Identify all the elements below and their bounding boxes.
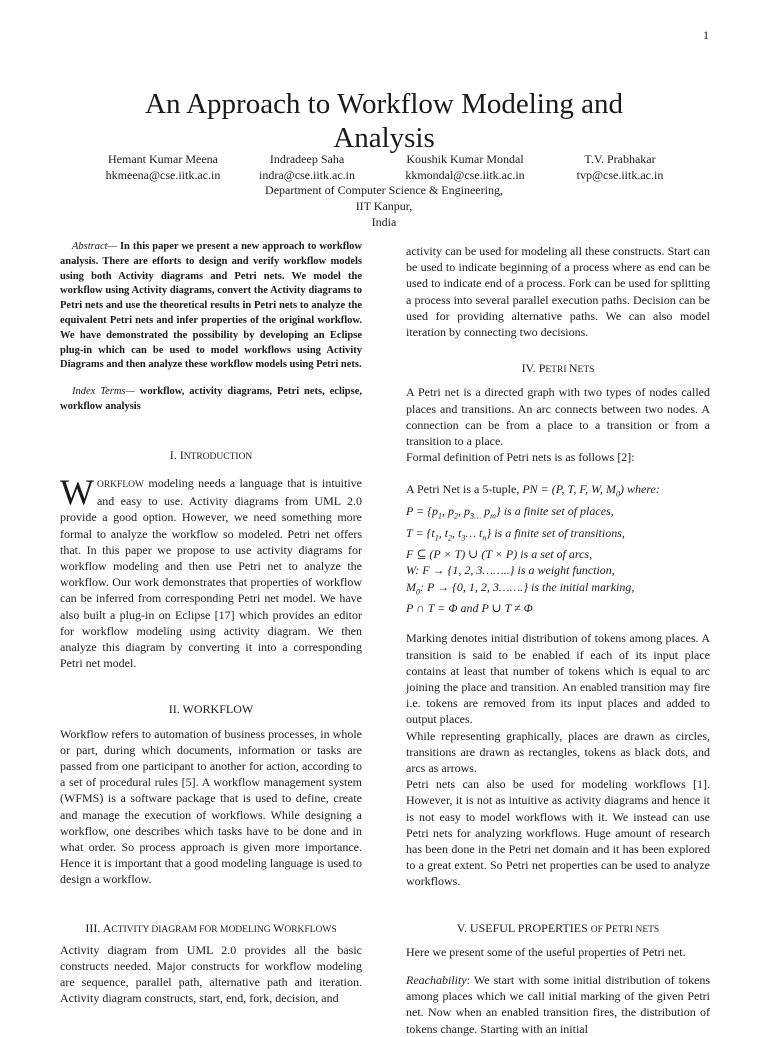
index-terms-lead: Index Terms— (72, 386, 135, 398)
definition-line: $P = \{p_1$, $p_2$, $p_{3\dots}$ $p_m$} is a finite set of places, (406, 504, 614, 521)
affiliation-institute: IIT Kanpur, (355, 199, 413, 213)
author-block (395, 152, 535, 183)
affiliation-department: Department of Computer Science & Engineering, (265, 183, 503, 197)
author-email: kkmondal@cse.iitk.ac.in (405, 167, 525, 182)
reachability-paragraph: Reachability: We start with some initial distribution of tokens among places which we call initial marking of the given Petri net. Now when an enabled transition fires, the distribution of tokens change. Starting with an initial (406, 973, 710, 1036)
right-column (406, 243, 710, 1037)
definition-line: F ⊆ (P × T) ∪ (T × P) is a set of arcs, (406, 547, 593, 562)
activity-paragraph-right: activity can be used for modeling all these constructs. Start can be used to indicate beginning of a process where as end can be used to indicate end of a process. Fork can be used for splitting a process into several parallel execution paths. Decision can be used for providing alternative paths. We can also model iteration by connecting two decisions. (406, 244, 710, 340)
definition-line: A Petri Net is a 5-tuple, PN = (P, T, F, W, $M_0$) where: (406, 482, 660, 499)
section-heading-activity-diagram: III. ACTIVITY DIAGRAM FOR MODELING WORKFLOWS (85, 920, 337, 935)
section-heading-introduction: I. INTRODUCTION (169, 447, 253, 462)
definition-line: W: F → {1, 2, 3……..} is a weight function, (406, 563, 615, 578)
paper-title: An Approach to Workflow Modeling and Analysis (145, 88, 623, 155)
index-terms (60, 385, 362, 415)
affiliation-country: India (371, 215, 397, 229)
abstract-text: In this paper we present a new approach to workflow analysis. There are efforts to design and verify workflow models using both Activity diagrams and Petri nets. We model the workflow using Activity diagrams, convert the Activity diagrams to Petri nets and use the theoretical results in Petri nets to analyze the equivalent Petri nets and infer properties of the original workflow. We have demonstrated the possibility by developing an Eclipse plug-in which can be used to model workflows using Activity Diagrams and then analyze these workflow models using Petri nets. (60, 241, 362, 371)
author-email: hkmeena@cse.iitk.ac.in (105, 167, 221, 182)
petri-definition-intro: Formal definition of Petri nets is as follows [2]: (406, 450, 635, 465)
petri-definition (406, 481, 710, 616)
definition-line: P ∩ T = Φ and P ∪ T ≠ Φ (406, 601, 533, 616)
petri-paragraph: A Petri net is a directed graph with two types of nodes called places and transitions. An arc connects between two nodes. A connection can be from a place to a transition or from a transition to a place. (406, 385, 710, 449)
definition-line: $M_0$: P → {0, 1, 2, 3…….} is the initial marking, (406, 579, 635, 597)
left-column (60, 240, 362, 1007)
author-block (244, 152, 370, 183)
author-name: Indradeep Saha (269, 152, 345, 166)
author-block (560, 152, 680, 183)
section-heading-workflow: II. WORKFLOW (168, 702, 254, 717)
author-name: Koushik Kumar Mondal (406, 152, 524, 166)
abstract (60, 240, 362, 373)
introduction-paragraph: WORKFLOW modeling needs a language that is intuitive and easy to use. Activity diagrams from UML 2.0 provide a good option. However, we need something more formal to analyze the workflow so modeled. Petri net offers that. In this paper we propose to use activity diagrams for workflow modeling and then use Petri net to analyze the workflow. Our work demonstrates that properties of workflow can be inferred from corresponding Petri net model. We have also built a plug-in on Eclipse [17] which provides an editor for workflow modeling using activity diagram. We then analyze this diagram by converting it into a corresponding Petri net model. (60, 471, 362, 671)
graphical-paragraph: While representing graphically, places are drawn as circles, transitions are drawn as rectangles, tokens as black dots, and arcs as arrows. (406, 728, 710, 776)
section-heading-useful-properties: V. USEFUL PROPERTIES OF PETRI NETS (456, 920, 660, 935)
workflow-paragraph: Workflow refers to automation of business processes, in whole or part, during which documents, information or tasks are passed from one participant to another for action, according to a set of procedural rules [5]. A workflow management system (WFMS) is a software package that is used to define, create and manage the execution of workflows. While designing a workflow, one describes which tasks have to be done and in what order. So process approach is given more importance. Hence it is important that a good modeling language is used to design a workflow. (60, 726, 362, 887)
author-block (100, 152, 226, 183)
index-terms-text: workflow, activity diagrams, Petri nets, eclipse, workflow analysis (60, 386, 362, 412)
author-name: T.V. Prabhakar (584, 152, 656, 166)
author-email: indra@cse.iitk.ac.in (258, 167, 356, 182)
modeling-paragraph: Petri nets can also be used for modeling workflows [1]. However, it is not as intuitive as activity diagrams and hence it is not easy to model workflows with it. We instead can use Petri nets for analyzing workflows. Huge amount of research has been done in the Petri net domain and it has been explored to a great extent. So Petri net properties can be used to analyze workflows. (406, 777, 710, 889)
drop-cap: W (60, 471, 94, 512)
page-number: 1 (703, 28, 709, 42)
activity-paragraph-left: Activity diagram from UML 2.0 provides all the basic constructs needed. Major constructs for workflow modeling are sequence, parallel path, alternative path and iteration. Activity diagram constructs, start, end, fork, decision, and (60, 942, 362, 1006)
author-name: Hemant Kumar Meena (108, 152, 218, 166)
abstract-lead: Abstract— (72, 241, 117, 252)
affiliation (234, 182, 534, 230)
author-email: tvp@cse.iitk.ac.in (576, 167, 664, 182)
marking-paragraph: Marking denotes initial distribution of tokens among places. A transition is said to be enabled if each of its input place contains at least that number of tokens which is equal to arc joining the place and transition. An enabled transition may fire i.e. tokens are removed from its input places and added to output places. (406, 631, 710, 727)
section-heading-petri-nets: IV. PETRI NETS (521, 361, 595, 376)
definition-line: $T = \{t_1$, $t_2$, $t_3\dots$ $t_n$} is a finite set of transitions, (406, 525, 625, 543)
useful-intro-paragraph: Here we present some of the useful properties of Petri net. (406, 944, 686, 959)
